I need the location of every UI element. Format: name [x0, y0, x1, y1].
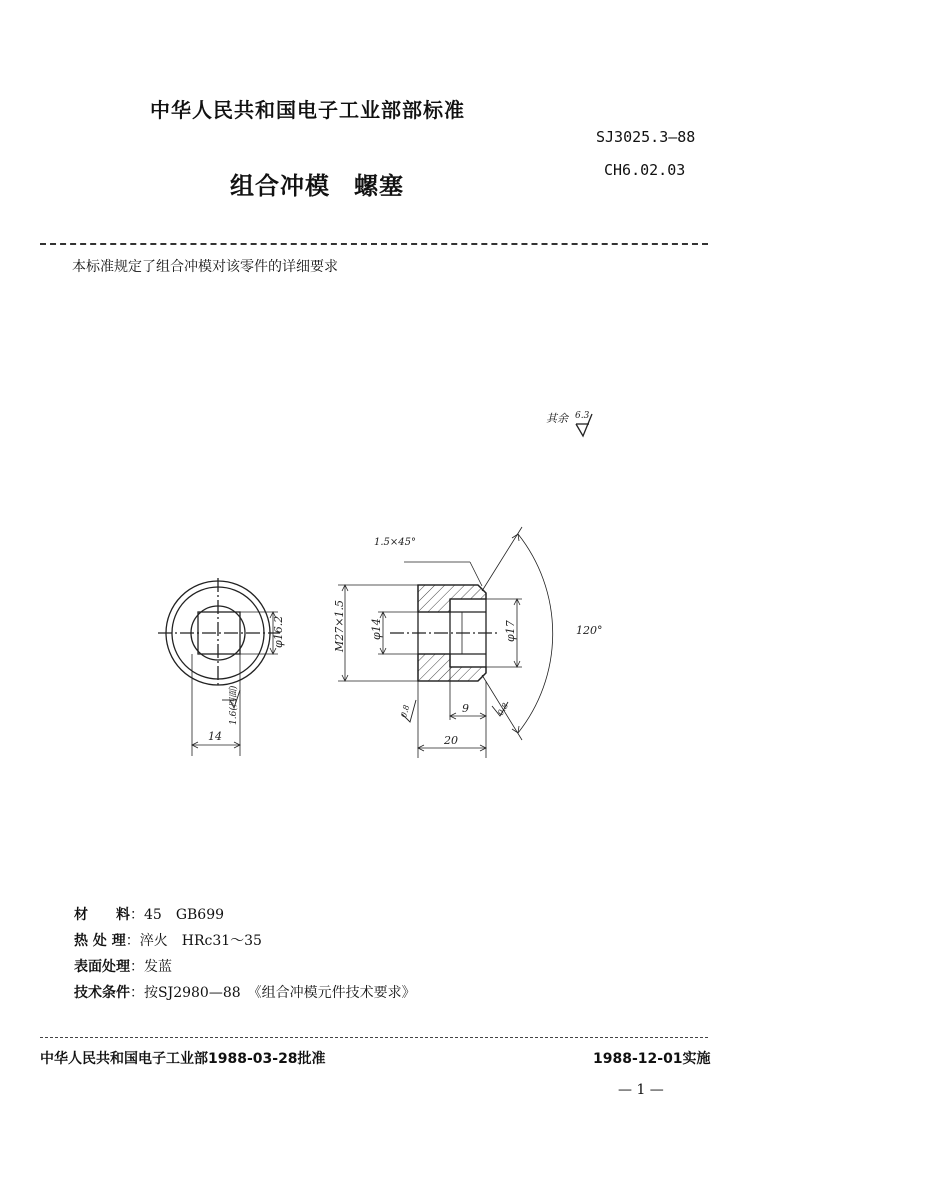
title-sub: 螺塞 [354, 172, 404, 200]
spec-key: 技术条件 [74, 985, 130, 1001]
spec-material [74, 904, 224, 924]
intro-text: 本标准规定了组合冲模对该零件的详细要求 [72, 259, 338, 275]
spec-technical-conditions [74, 982, 416, 1002]
spec-key: 热 处 理 [74, 933, 126, 949]
thread-label: M27×1.5 [333, 600, 346, 652]
part-code: CH6.02.03 [604, 161, 686, 179]
spec-value: 按SJ2980—88 《组合冲模元件技术要求》 [144, 985, 416, 1001]
spec-key: 材 料 [74, 907, 130, 923]
approval-line: 中华人民共和国电子工业部1988-03-28批准 [40, 1051, 326, 1067]
roughness-right-label: 0.8 [495, 701, 511, 717]
title-main: 组合冲模 [230, 172, 330, 200]
bore-diameter-label: φ14 [370, 618, 383, 640]
standard-number: SJ3025.3—88 [596, 128, 696, 146]
spec-value: 发蓝 [144, 959, 172, 975]
width-14-label: 14 [208, 730, 222, 743]
spec-surface-treatment [74, 956, 172, 976]
slot-roughness-label: 1.6(四面) [229, 685, 239, 725]
roughness-note-label: 其余 [546, 412, 568, 425]
spec-value: 45 GB699 [144, 907, 225, 923]
groove-diameter-label: φ17 [504, 620, 517, 642]
length-20-label: 20 [444, 734, 458, 747]
section-view [338, 527, 553, 758]
spec-heat-treatment [74, 930, 262, 950]
issuing-organization: 中华人民共和国电子工业部部标准 [150, 98, 465, 122]
depth-9-label: 9 [462, 702, 469, 715]
spec-colon: ： [130, 985, 144, 1001]
effective-date: 1988-12-01实施 [593, 1051, 711, 1067]
angle-label: 120° [576, 624, 603, 637]
roughness-left-label: 0.8 [399, 703, 412, 719]
spec-colon: ： [130, 907, 144, 923]
front-diameter-label: φ16.2 [272, 615, 285, 648]
spec-key: 表面处理 [74, 959, 130, 975]
roughness-general-value: 6.3 [575, 411, 590, 421]
page-number: — 1 — [618, 1082, 664, 1098]
spec-colon: ： [130, 959, 144, 975]
footer-divider [40, 1037, 708, 1038]
spec-colon: ： [125, 933, 140, 949]
spec-value: 淬火 HRc31～35 [139, 933, 262, 949]
chamfer-label: 1.5×45° [374, 537, 417, 548]
